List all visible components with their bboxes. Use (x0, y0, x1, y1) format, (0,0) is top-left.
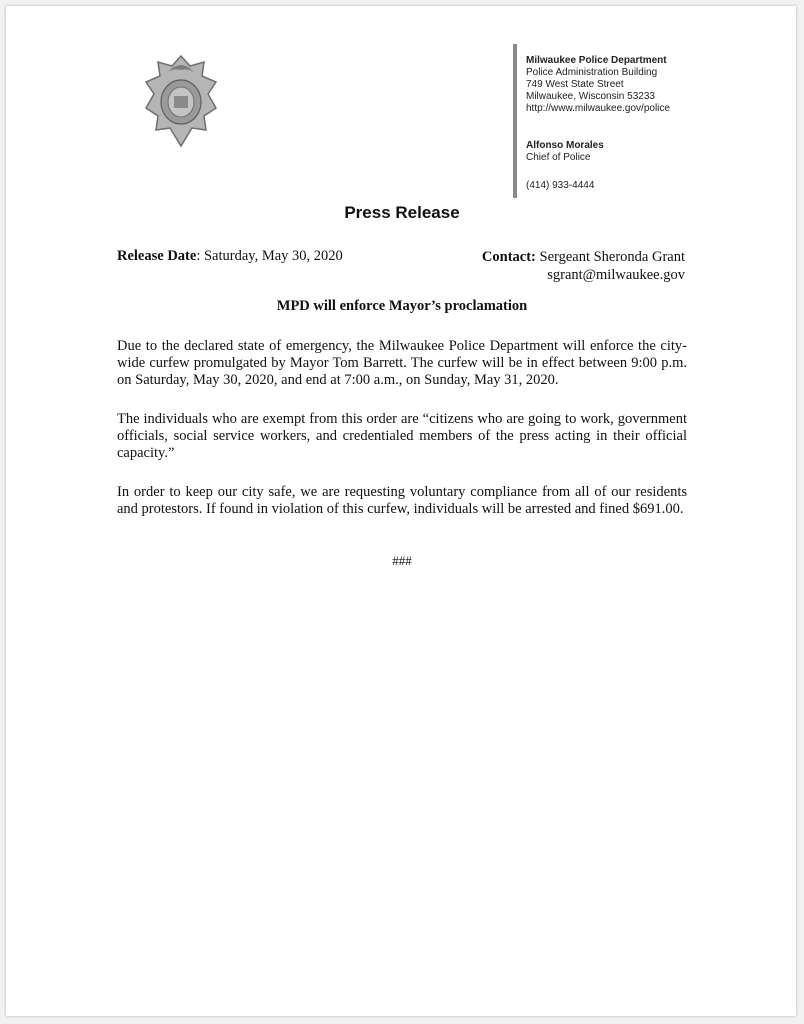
letterhead-divider (513, 44, 517, 198)
building-name: Police Administration Building (526, 67, 658, 78)
chief-block (526, 140, 604, 164)
paragraph-exemptions: The individuals who are exempt from this order are “citizens who are going to work, government officials, social service workers, and credentialed members of the press acting in their official capacity.” (117, 411, 687, 461)
paragraph-compliance: In order to keep our city safe, we are requesting voluntary compliance from all of our residents and protestors. If found in violation of this curfew, individuals will be arrested and fined $691.00. (117, 484, 687, 517)
contact-label: Contact: (481, 249, 536, 265)
release-date-value: : Saturday, May 30, 2020 (196, 248, 343, 264)
letterhead-address (526, 55, 670, 115)
police-badge-icon (140, 52, 222, 150)
release-date (117, 248, 343, 265)
website-link[interactable]: http://www.milwaukee.gov/police (526, 103, 670, 114)
contact-email[interactable]: sgrant@milwaukee.gov (547, 267, 685, 283)
chief-name: Alfonso Morales (526, 140, 604, 151)
contact-block (482, 248, 685, 284)
street-address: 749 West State Street (526, 79, 624, 90)
contact-name: Sergeant Sheronda Grant (535, 249, 685, 265)
headline: MPD will enforce Mayor’s proclamation (276, 298, 528, 314)
end-mark: ### (392, 553, 412, 568)
paragraph-curfew: Due to the declared state of emergency, the Milwaukee Police Department will enforce the city-wide curfew promulgated by Mayor Tom Barrett. The curfew will be in effect between 9:00 p.m. on Saturday, May 30, 2020, and end at 7:00 a.m., on Sunday, May 31, 2020. (117, 338, 687, 388)
chief-title: Chief of Police (526, 152, 591, 163)
department-name: Milwaukee Police Department (526, 55, 667, 66)
city-address: Milwaukee, Wisconsin 53233 (526, 91, 655, 102)
page-title: Press Release (344, 203, 460, 222)
release-date-label: Release Date (117, 248, 197, 264)
phone-number: (414) 933-4444 (526, 180, 595, 191)
